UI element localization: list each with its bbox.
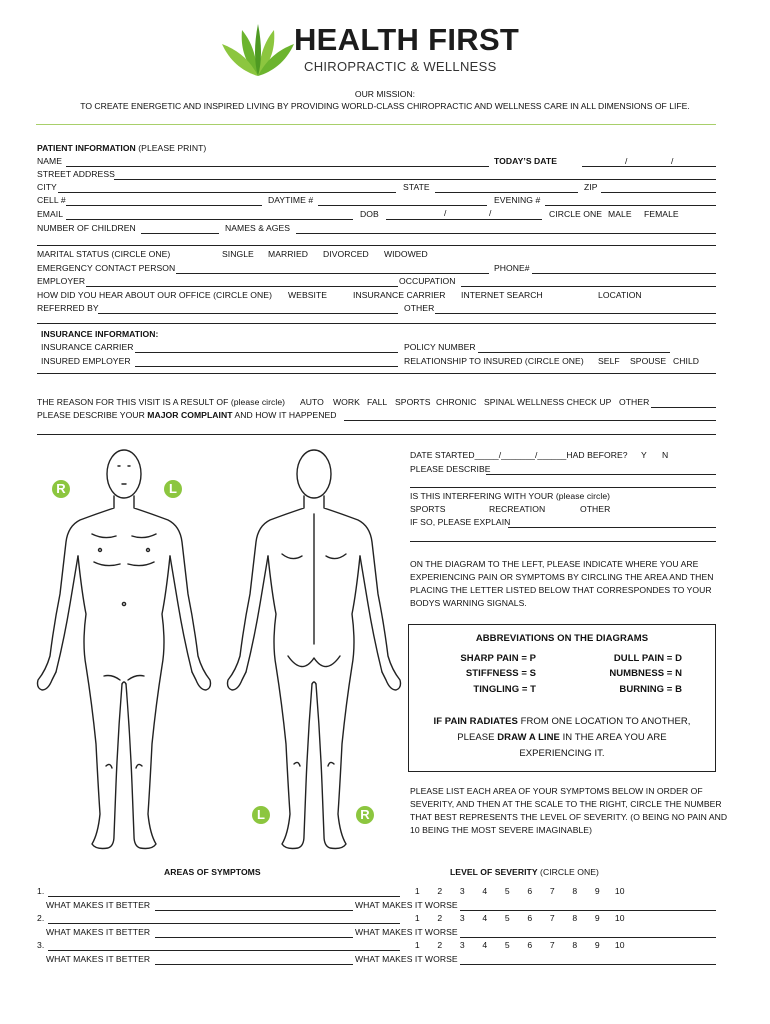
please-describe-field-2[interactable] xyxy=(410,487,716,488)
marital-married[interactable]: MARRIED xyxy=(268,249,308,259)
emergency-label: EMERGENCY CONTACT PERSON xyxy=(37,263,176,273)
abbr-burning: BURNING = B xyxy=(619,684,682,695)
state-field[interactable] xyxy=(435,192,578,193)
email-field[interactable] xyxy=(66,219,353,220)
worse-field[interactable] xyxy=(460,937,716,938)
better-label: WHAT MAKES IT BETTER xyxy=(46,927,151,937)
radiates-note: PLEASE DRAW A LINE IN THE AREA YOU ARE xyxy=(457,732,667,743)
describe-label: PLEASE DESCRIBE YOUR MAJOR COMPLAINT AND HOW IT HAPPENED xyxy=(37,410,337,420)
patient-info-heading: PATIENT INFORMATION (PLEASE PRINT) xyxy=(37,143,207,153)
diagram-instructions: BODYS WARNING SIGNALS. xyxy=(410,598,527,608)
female-option[interactable]: FEMALE xyxy=(644,209,679,219)
mission-text: TO CREATE ENERGETIC AND INSPIRED LIVING BY PROVIDING WORLD-CLASS CHIROPRACTIC AND WELLNESS CARE IN ALL DIMENSIONS OF LIFE. xyxy=(80,101,690,111)
cell-field[interactable] xyxy=(66,205,262,206)
names-ages-field-2[interactable] xyxy=(37,245,716,246)
occupation-field[interactable] xyxy=(461,286,716,287)
dob-field[interactable] xyxy=(386,219,542,220)
street-label: STREET ADDRESS xyxy=(37,169,115,179)
area-field[interactable] xyxy=(48,923,400,924)
policy-label: POLICY NUMBER xyxy=(404,342,476,352)
names-ages-field[interactable] xyxy=(296,233,716,234)
better-field[interactable] xyxy=(155,910,353,911)
please-describe-field[interactable] xyxy=(486,474,716,475)
referred-label: REFERRED BY xyxy=(37,303,99,313)
male-option[interactable]: MALE xyxy=(608,209,632,219)
carrier-label: INSURANCE CARRIER xyxy=(41,342,134,352)
front-right-marker: R xyxy=(52,480,70,498)
state-label: STATE xyxy=(403,182,430,192)
divider-line xyxy=(37,373,716,374)
email-label: EMAIL xyxy=(37,209,64,219)
evening-field[interactable] xyxy=(545,205,716,206)
reason-fall[interactable]: FALL xyxy=(367,397,388,407)
heard-label: HOW DID YOU HEAR ABOUT OUR OFFICE (CIRCLE ONE) xyxy=(37,290,272,300)
worse-label: WHAT MAKES IT WORSE xyxy=(355,900,458,910)
please-describe-label: PLEASE DESCRIBE xyxy=(410,464,491,474)
better-field[interactable] xyxy=(155,964,353,965)
children-field[interactable] xyxy=(141,233,219,234)
zip-field[interactable] xyxy=(601,192,716,193)
employer-label: EMPLOYER xyxy=(37,276,86,286)
todays-date-label: TODAY’S DATE xyxy=(494,156,557,166)
reason-work[interactable]: WORK xyxy=(333,397,360,407)
marital-label: MARITAL STATUS (CIRCLE ONE) xyxy=(37,249,171,259)
name-field[interactable] xyxy=(66,166,489,167)
brand-name: HEALTH FIRST xyxy=(294,22,520,57)
names-ages-label: NAMES & AGES xyxy=(225,223,291,233)
referred-field[interactable] xyxy=(98,313,398,314)
cell-label: CELL # xyxy=(37,195,66,205)
abbr-sharp: SHARP PAIN = P xyxy=(460,653,536,664)
divider-line xyxy=(37,323,716,324)
logo-lotus-icon xyxy=(220,22,296,78)
list-instructions: PLEASE LIST EACH AREA OF YOUR SYMPTOMS BELOW IN ORDER OF xyxy=(410,786,703,796)
area-field[interactable] xyxy=(48,896,400,897)
divider xyxy=(36,124,716,125)
had-before-no[interactable]: N xyxy=(662,450,669,460)
radiates-note: IF PAIN RADIATES FROM ONE LOCATION TO ANOTHER, xyxy=(433,716,691,727)
areas-heading: AREAS OF SYMPTOMS xyxy=(164,867,261,877)
list-instructions: 10 BEING THE MOST SEVERE IMAGINABLE) xyxy=(410,825,592,835)
worse-label: WHAT MAKES IT WORSE xyxy=(355,927,458,937)
back-right-marker: R xyxy=(356,806,374,824)
reason-auto[interactable]: AUTO xyxy=(300,397,324,407)
heard-insurance[interactable]: INSURANCE CARRIER xyxy=(353,290,446,300)
evening-label: EVENING # xyxy=(494,195,541,205)
insured-employer-label: INSURED EMPLOYER xyxy=(41,356,131,366)
street-field[interactable] xyxy=(114,179,716,180)
better-label: WHAT MAKES IT BETTER xyxy=(46,954,151,964)
marital-single[interactable]: SINGLE xyxy=(222,249,254,259)
reason-spinal[interactable]: SPINAL WELLNESS CHECK UP xyxy=(484,397,612,407)
reason-chronic[interactable]: CHRONIC xyxy=(436,397,477,407)
mission-heading: OUR MISSION: xyxy=(354,89,416,99)
reason-label: THE REASON FOR THIS VISIT IS A RESULT OF (please circle) xyxy=(37,397,286,407)
carrier-field[interactable] xyxy=(135,352,398,353)
phone-label: PHONE# xyxy=(494,263,530,273)
front-left-marker: L xyxy=(164,480,182,498)
severity-heading: LEVEL OF SEVERITY (CIRCLE ONE) xyxy=(450,867,599,877)
dob-slash: / xyxy=(489,208,492,218)
severity-scale[interactable]: 1 2 3 4 5 6 7 8 9 10 xyxy=(414,886,625,896)
interfering-label: IS THIS INTERFERING WITH YOUR (please circle) xyxy=(410,491,611,501)
date-slash: / xyxy=(625,156,628,166)
todays-date-field[interactable] xyxy=(582,166,716,167)
relationship-child[interactable]: CHILD xyxy=(673,356,700,366)
body-front-diagram[interactable] xyxy=(34,444,214,856)
severity-scale[interactable]: 1 2 3 4 5 6 7 8 9 10 xyxy=(414,913,625,923)
occupation-label: OCCUPATION xyxy=(399,276,456,286)
better-field[interactable] xyxy=(155,937,353,938)
daytime-field[interactable] xyxy=(318,205,487,206)
abbr-stiffness: STIFFNESS = S xyxy=(465,668,536,679)
diagram-instructions: PLACING THE LETTER LISTED BELOW THAT CORRESPONDES TO YOUR xyxy=(410,585,712,595)
radiates-note: EXPERIENCING IT. xyxy=(519,748,605,759)
zip-label: ZIP xyxy=(584,182,598,192)
diagram-instructions: EXPERIENCING PAIN OR SYMPTOMS BY CIRCLING THE AREA AND THEN xyxy=(410,572,714,582)
dob-slash: / xyxy=(444,208,447,218)
body-back-diagram[interactable] xyxy=(222,444,406,856)
children-label: NUMBER OF CHILDREN xyxy=(37,223,136,233)
other-label: OTHER xyxy=(404,303,435,313)
relationship-spouse[interactable]: SPOUSE xyxy=(630,356,667,366)
interfering-sports[interactable]: SPORTS xyxy=(410,504,446,514)
city-label: CITY xyxy=(37,182,57,192)
describe-field-2[interactable] xyxy=(37,434,716,435)
interfering-recreation[interactable]: RECREATION xyxy=(489,504,546,514)
abbr-tingling: TINGLING = T xyxy=(473,684,536,695)
marital-divorced[interactable]: DIVORCED xyxy=(323,249,369,259)
marital-widowed[interactable]: WIDOWED xyxy=(384,249,428,259)
daytime-label: DAYTIME # xyxy=(268,195,314,205)
if-so-field-2[interactable] xyxy=(410,541,716,542)
worse-field[interactable] xyxy=(460,964,716,965)
abbr-numbness: NUMBNESS = N xyxy=(609,668,682,679)
relationship-label: RELATIONSHIP TO INSURED (CIRCLE ONE) xyxy=(404,356,584,366)
abbreviations-heading: ABBREVIATIONS ON THE DIAGRAMS xyxy=(475,633,649,644)
name-label: NAME xyxy=(37,156,63,166)
date-started-label: DATE STARTED_____/_______/______HAD BEFORE? xyxy=(410,450,628,460)
back-left-marker: L xyxy=(252,806,270,824)
if-so-label: IF SO, PLEASE EXPLAIN xyxy=(410,517,511,527)
heard-location[interactable]: LOCATION xyxy=(598,290,642,300)
brand-tagline: CHIROPRACTIC & WELLNESS xyxy=(304,59,497,74)
heard-website[interactable]: WEBSITE xyxy=(288,290,328,300)
interfering-other[interactable]: OTHER xyxy=(580,504,611,514)
abbr-dull: DULL PAIN = D xyxy=(613,653,682,664)
better-label: WHAT MAKES IT BETTER xyxy=(46,900,151,910)
other-field[interactable] xyxy=(435,313,716,314)
row-number: 2. xyxy=(37,913,45,923)
list-instructions: SEVERITY, AND THEN AT THE SCALE TO THE RIGHT, CIRCLE THE NUMBER xyxy=(410,799,722,809)
had-before-yes[interactable]: Y xyxy=(641,450,647,460)
emergency-field[interactable] xyxy=(176,273,489,274)
worse-field[interactable] xyxy=(460,910,716,911)
employer-field[interactable] xyxy=(86,286,398,287)
row-number: 3. xyxy=(37,940,45,950)
dob-label: DOB xyxy=(360,209,379,219)
worse-label: WHAT MAKES IT WORSE xyxy=(355,954,458,964)
severity-scale[interactable]: 1 2 3 4 5 6 7 8 9 10 xyxy=(414,940,625,950)
insurance-heading: INSURANCE INFORMATION: xyxy=(41,329,159,339)
relationship-self[interactable]: SELF xyxy=(598,356,620,366)
describe-field[interactable] xyxy=(344,420,716,421)
row-number: 1. xyxy=(37,886,45,896)
policy-field[interactable] xyxy=(478,352,670,353)
reason-other-field[interactable] xyxy=(651,407,716,408)
heard-internet[interactable]: INTERNET SEARCH xyxy=(461,290,543,300)
city-field[interactable] xyxy=(58,192,396,193)
diagram-instructions: ON THE DIAGRAM TO THE LEFT, PLEASE INDICATE WHERE YOU ARE xyxy=(410,559,699,569)
insured-employer-field[interactable] xyxy=(135,366,398,367)
phone-field[interactable] xyxy=(532,273,716,274)
date-slash: / xyxy=(671,156,674,166)
list-instructions: THAT BEST REPRESENTS THE LEVEL OF SEVERITY. (O BEING NO PAIN AND xyxy=(410,812,728,822)
if-so-field[interactable] xyxy=(508,527,716,528)
area-field[interactable] xyxy=(48,950,400,951)
circle-one-label: CIRCLE ONE xyxy=(549,209,603,219)
reason-other[interactable]: OTHER xyxy=(619,397,650,407)
reason-sports[interactable]: SPORTS xyxy=(395,397,431,407)
